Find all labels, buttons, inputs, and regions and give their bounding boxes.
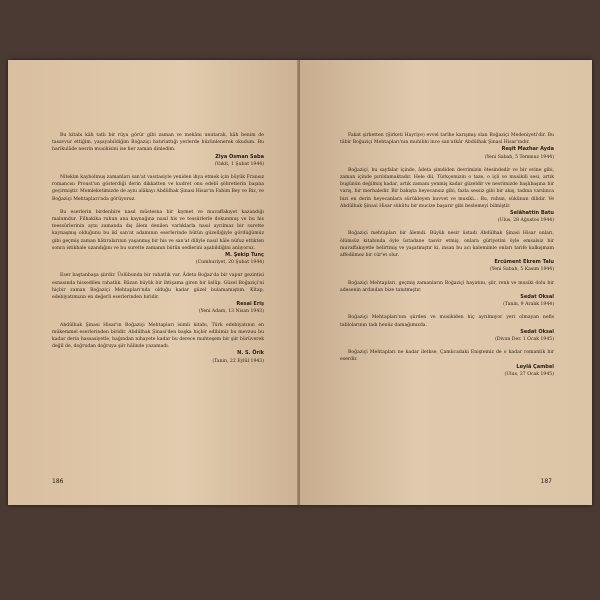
quote-source: (Yeni Adam, 13 Nisan 1943) xyxy=(198,309,264,315)
quote-text: Boğaziçi mehtapları bir âlemdi. Büyük nesir üstadı Abdülhak Şinasi Hisar onları, ölümsüz kitabında öyle üstadane tasvir etmiş, onlara güriyetini öyle emsalsiz bir muvaffakıyetle belirtmiş ve yaşatmıştır ki, insan bu acı kalemimle onları tarife kalkışmam affedilmez bir cür'et olur. xyxy=(340,231,554,259)
quote-source: (Yeni Sabah, 5 Temmuz 1944) xyxy=(484,154,554,160)
quote-author: Ercüment Ekrem Talu xyxy=(494,259,554,266)
quote-text: Boğaziçi, bu sayfalar içinde, âdeta şimdiden devrimizin ötesindedir ve bir evine gibi, zaman içinde pırıldamaktadır. Hele dil, Türkçemizin o taze, o içli ve musikili sesi, artık bugünün değilmiş kadar, artık zamanı yenmiş kadar güzeldir ve nesrimizde başlıbaşına bir varış, bir merhaledir. Bir bakışta heyecansız gibi, fazla sessiz gibi bir akış, tadına varılınca bizi en derin heyecanlara sürükleyen kuvvet ve musiki... Bu, ruhun, sükûnun dilidir. Ve Abdülhak Şinasi Hisar sükûtu bir mucize başarır gibi beslemeyi bilmiştir. xyxy=(340,167,554,209)
quote-source: (Divan Der. 1 Ocak 1945) xyxy=(495,337,554,343)
quote-text: Fakat şirketten (Şirketi Hayriye) evvel tarihe karışmış olan Boğaziçi Medeniyeti'dir. Bu tâbir Boğaziçi Mehtapları'nın muhibbi ince san'atkâr Abdülhak Şinasi Hisar'ındır. xyxy=(340,133,554,146)
quote-author: Ziya Osman Saba xyxy=(215,153,264,160)
quote-author: Reşit Mazhar Ayda xyxy=(501,146,554,153)
quote-source: (Ulus, 27 Ocak 1945) xyxy=(504,371,554,377)
quote-source: (Cumhuriyet, 20 Şubat 1944) xyxy=(195,260,264,266)
quote-text: Boğaziçi Mehtapları'nın şiirden ve musikiden hiç ayrılmıyor yeri olmayan nefis tablolarının tadı henüz damağımızda. xyxy=(340,315,554,328)
quote-text: Abdülhak Şinasi Hisar'ın Boğaziçi Mehtapları isimli kitabı, Türk edebiyatının en mükemmel eserlerinden biridir. Abdülhak Şinasi'den başka hiçbir edibimiz bu mevzuu bu kadar derin hassasiyetle, bağından nihayete kadar bu derece muhteşem bir şiir bürüverek değil de, doğrudan doğruya şiir hâlinde yazamadı. xyxy=(52,322,264,350)
quote-source: (Yeni Sabah, 5 Kasım 1944) xyxy=(489,267,554,273)
quote-text: Nitekim kaybolmuş zamanları san'at vasıtasiyle yeniden ihya etmek için büyük Fransız romancısı Proust'un gösterdiği derin dikkatten ve kudret onu edebî şöhretlerin başına geçirmiştir. Memleketimizde de aynı alâkayı Abdülhak Şinasi Hisar'ın Fahim Bey ve Biz, ve Boğaziçi Mehtapları'nda görüyoruz. xyxy=(52,175,264,202)
quote-author: N. S. Örik xyxy=(237,350,264,357)
quote-source: (Tanin, 22 Eylül 1943) xyxy=(212,358,264,364)
quote-author: Resai Eriş xyxy=(236,301,264,308)
quote-text: Bu eserlerin birdenbire nasıl müstesna bir kıymet ve muvaffakıyet kazandığı malumdur. Filhakika ruhun ana kaynağına nasıl his ve tessürlerle dokunmuş ve bu his teessürlerinin aynı zamanda dış âlem denilen varlıklarla nasıl ayrılmaz bir surette kaynaşmış olduğunu bu ikî san'at adamının eserlerinde bütün güzelliğiyle gördüğümüz gibi geçmiş zaman hâtıralarının yaşanmış bir his ve san'at diliyle nasıl hâle nüfuz ettikten sonra istikbale uzandığını ve bu surette zamanın bütün sedlerini aşabildiğini anlıyoruz. xyxy=(52,209,264,251)
quote-source: (Vakit, 1 Şubat 1944) xyxy=(214,161,264,167)
quote-text: Eser baştanbaşa şiirdir. Üslûbunda bir rahatlık var. Âdeta Boğaz'da bir vapur gezintisi esnasında hissedilen rahatlık. Bâzan büyük bir ihtişama giren bir üslûp. Güzel Boğaziçi'ni hiçbir zaman Boğaziçi Mehtapları'nda olduğu kadar güzel bulamamıştım. Kitap, edebiyatımızın en değerli eserlerinden biridir. xyxy=(52,273,264,301)
quote-author: Selâhattin Batu xyxy=(510,210,554,217)
quote-author: Sedat Oksal xyxy=(520,294,554,301)
right-page xyxy=(300,60,592,505)
page-number: 186 xyxy=(52,477,64,485)
quote-text: Bu kitabı kâh tatlı bir rüya görür gibi zaman ve mekânı unutarak, kâh benim de tasavvur ettiğim, yaşayabildiğim Boğaziçi hatırlattığı yerlerde hüzünlenerek okudum. Bu harikulâde nesrin musikisini ise her zaman dinledim. xyxy=(52,133,264,153)
quote-author: M. Şekip Tunç xyxy=(225,252,264,259)
quote-author: Sedat Oksal xyxy=(520,328,554,335)
book-spread xyxy=(8,60,592,505)
quote-source: (Tanin, 9 Aralık 1944) xyxy=(503,302,554,308)
quote-text: Boğaziçi Mehtapları, geçmiş zamanların Boğaziçi hayatını, şiir, renk ve musiki dolu bir adesenin ardından bize tanıtmıştır. xyxy=(340,280,554,293)
quote-text: Boğaziçi Mehtapları ne kadar iletkse, Çamlıcadaki Eniştemiz de o kadar romantik bir eserdir. xyxy=(340,350,554,363)
page-number: 187 xyxy=(540,477,552,485)
right-page-text xyxy=(340,132,554,384)
quote-source: (Ulus, 28 Ağustos 1944) xyxy=(497,218,554,224)
quote-author: Leylâ Çambel xyxy=(516,363,554,370)
left-page xyxy=(8,60,300,505)
left-page-text xyxy=(52,132,264,371)
